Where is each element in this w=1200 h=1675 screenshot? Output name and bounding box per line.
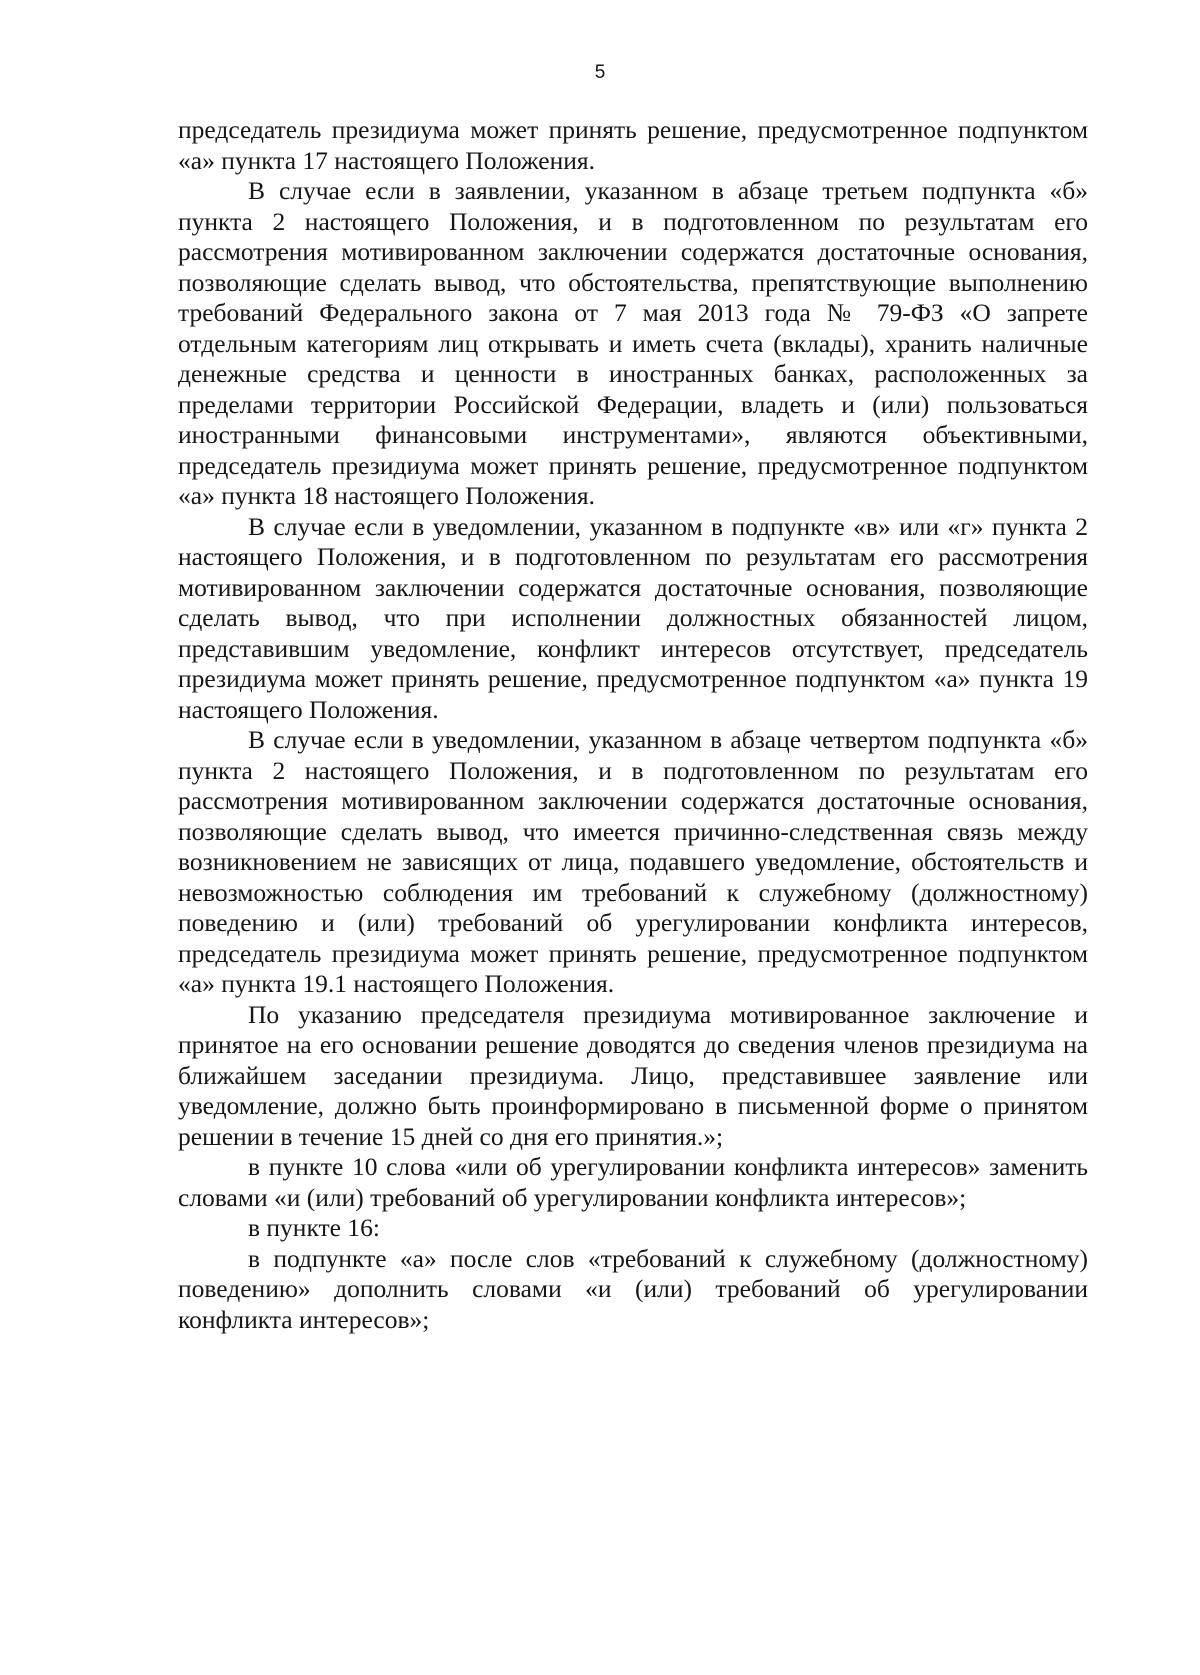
paragraph-notice-no-conflict: В случае если в уведомлении, указанном в подпункте «в» или «г» пункта 2 настоящего Положения, и в подготовленном по результатам его рассмотрения мотивированном заключении содержатся достаточные основания, позволяющие сделать вывод, что при исполнении должностных обязанностей лицом, представившим уведомление, конфликт интересов отсутствует, председатель президиума может принять решение, предусмотренное подпунктом «а» пункта 19 настоящего Положения. bbox=[178, 511, 1088, 724]
page-number: 5 bbox=[594, 62, 606, 83]
document-body bbox=[178, 115, 1088, 1335]
paragraph-continuation: председатель президиума может принять решение, предусмотренное подпунктом «а» пункта 17 настоящего Положения. bbox=[178, 115, 1088, 175]
paragraph-notice-causal-link: В случае если в уведомлении, указанном в абзаце четвертом подпункта «б» пункта 2 настоящего Положения, и в подготовленном по результатам его рассмотрения мотивированном заключении содержатся достаточные основания, позволяющие сделать вывод, что имеется причинно-следственная связь между возникновением не зависящих от лица, подавшего уведомление, обстоятельств и невозможностью соблюдения им требований к служебному (должностному) поведению и (или) требований об урегулировании конфликта интересов, председатель президиума может принять решение, предусмотренное подпунктом «а» пункта 19.1 настоящего Положения. bbox=[178, 725, 1088, 998]
paragraph-point-16: в пункте 16: bbox=[248, 1213, 380, 1242]
paragraph-point-10: в пункте 10 слова «или об урегулировании конфликта интересов» заменить словами «и (или) требований об урегулировании конфликта интересов»; bbox=[178, 1152, 1088, 1212]
paragraph-chairman-instruction: По указанию председателя президиума мотивированное заключение и принятое на его основании решение доводятся до сведения членов президиума на ближайшем заседании президиума. Лицо, представившее заявление или уведомление, должно быть проинформировано в письменной форме о принятом решении в течение 15 дней со дня его принятия.»; bbox=[178, 999, 1088, 1151]
paragraph-statement-objective: В случае если в заявлении, указанном в абзаце третьем подпункта «б» пункта 2 настоящего Положения, и в подготовленном по результатам его рассмотрения мотивированном заключении содержатся достаточные основания, позволяющие сделать вывод, что обстоятельства, препятствующие выполнению требований Федерального закона от 7 мая 2013 года № 79-ФЗ «О запрете отдельным категориям лиц открывать и иметь счета (вклады), хранить наличные денежные средства и ценности в иностранных банках, расположенных за пределами территории Российской Федерации, владеть и (или) пользоваться иностранными финансовыми инструментами», являются объективными, председатель президиума может принять решение, предусмотренное подпунктом «а» пункта 18 настоящего Положения. bbox=[178, 176, 1088, 510]
paragraph-subpoint-a: в подпункте «а» после слов «требований к служебному (должностному) поведению» дополнить словами «и (или) требований об урегулировании конфликта интересов»; bbox=[178, 1243, 1088, 1334]
